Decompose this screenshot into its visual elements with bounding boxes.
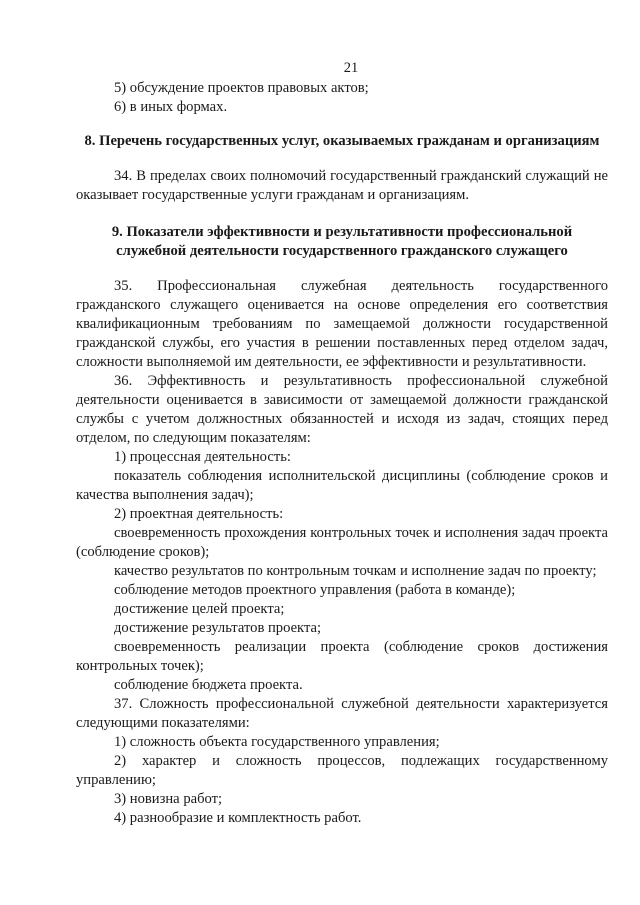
list-item: 3) новизна работ; — [114, 791, 223, 807]
list-item: 1) процессная деятельность: — [114, 449, 291, 465]
list-item: достижение результатов проекта; — [114, 620, 322, 636]
paragraph-36: 36. Эффективность и результативность профессиональной служебной деятельности оценивается в зависимости от замещаемой должности гражданской службы с учетом должностных обязанностей и исходя из задач, стоящих перед отделом, по следующим показателям: — [76, 373, 608, 446]
list-item: своевременность прохождения контрольных точек и исполнения задач проекта (соблюдение сроков); — [76, 525, 608, 560]
section-9-heading: 9. Показатели эффективности и результативности профессиональной служебной деятельности государственного гражданского служащего — [111, 224, 573, 259]
list-item: своевременность реализации проекта (соблюдение сроков достижения контрольных точек); — [76, 639, 608, 674]
list-item: достижение целей проекта; — [114, 601, 285, 617]
page-number: 21 — [343, 60, 359, 76]
paragraph-37: 37. Сложность профессиональной служебной деятельности характеризуется следующими показателями: — [76, 696, 608, 731]
list-item: соблюдение методов проектного управления (работа в команде); — [114, 582, 516, 598]
list-item: 1) сложность объекта государственного управления; — [114, 734, 440, 750]
list-item: соблюдение бюджета проекта. — [114, 677, 303, 693]
list-item: 2) характер и сложность процессов, подлежащих государственному управлению; — [76, 753, 608, 788]
section-8-heading: 8. Перечень государственных услуг, оказываемых гражданам и организациям — [84, 133, 600, 149]
list-item: показатель соблюдения исполнительской дисциплины (соблюдение сроков и качества выполнения задач); — [76, 468, 608, 503]
list-item: 4) разнообразие и комплектность работ. — [114, 810, 362, 826]
list-item: качество результатов по контрольным точкам и исполнение задач по проекту; — [114, 563, 597, 579]
paragraph-34: 34. В пределах своих полномочий государственный гражданский служащий не оказывает государственные услуги гражданам и организациям. — [76, 168, 608, 203]
list-item: 6) в иных формах. — [114, 99, 228, 115]
list-item: 5) обсуждение проектов правовых актов; — [114, 80, 369, 96]
document-body — [76, 79, 608, 828]
paragraph-35: 35. Профессиональная служебная деятельность государственного гражданского служащего оценивается на основе определения его соответствия квалификационным требованиям по замещаемой должности государственной гражданской службы, его участия в решении поставленных перед отделом задач, сложности выполняемой им деятельности, ее эффективности и результативности. — [76, 278, 608, 370]
list-item: 2) проектная деятельность: — [114, 506, 284, 522]
